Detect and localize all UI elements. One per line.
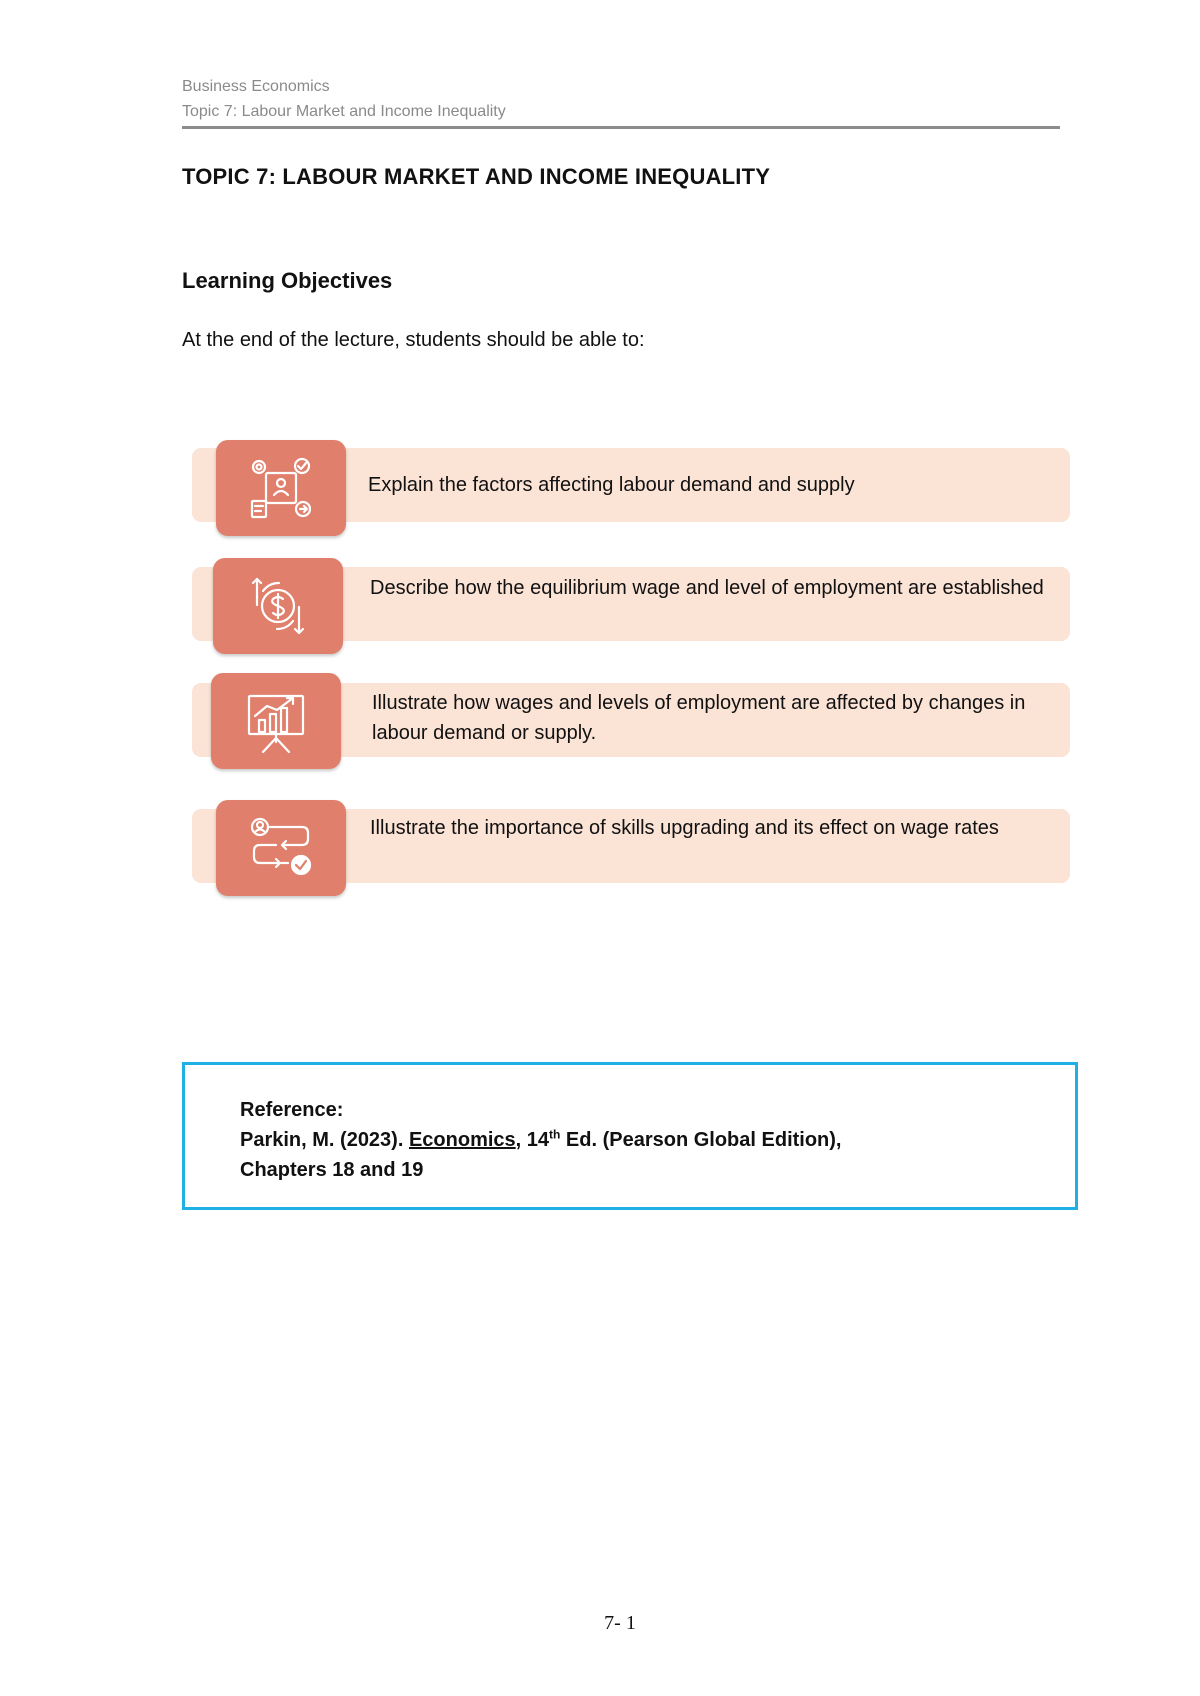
citation-author: Parkin, M. (2023).	[240, 1129, 409, 1151]
page-number: 7- 1	[604, 1612, 636, 1634]
reference-label: Reference:	[240, 1099, 344, 1121]
objective-text: Illustrate how wages and levels of employment are affected by changes in labour demand or supply.	[372, 692, 1026, 744]
objective-icon-tile	[216, 440, 346, 536]
running-header	[182, 74, 1060, 124]
header-course: Business Economics	[182, 78, 330, 95]
learning-objectives-heading: Learning Objectives	[182, 268, 393, 293]
reference-citation	[240, 1125, 842, 1155]
learning-objectives-intro: At the end of the lecture, students should be able to:	[182, 329, 645, 351]
reference-content	[240, 1095, 842, 1185]
objective-text: Describe how the equilibrium wage and level of employment are established	[370, 577, 1044, 599]
reference-box	[182, 1062, 1078, 1210]
edition-suffix: th	[549, 1127, 561, 1142]
objective-icon-tile	[211, 673, 341, 769]
edition-number: , 14	[515, 1129, 550, 1151]
reference-chapters: Chapters 18 and 19	[240, 1159, 424, 1181]
header-topic: Topic 7: Labour Market and Income Inequality	[182, 103, 506, 120]
workflow-icon	[246, 453, 316, 523]
growth-chart-icon	[241, 686, 311, 756]
page-title: TOPIC 7: LABOUR MARKET AND INCOME INEQUALITY	[182, 164, 771, 189]
header-divider	[182, 126, 1060, 129]
dollar-exchange-icon	[243, 571, 313, 641]
book-title: Economics	[408, 1129, 516, 1151]
objective-icon-tile	[213, 558, 343, 654]
objective-text: Explain the factors affecting labour demand and supply	[368, 474, 855, 496]
edition-detail: Ed. (Pearson Global Edition),	[560, 1129, 842, 1151]
objective-icon-tile	[216, 800, 346, 896]
skills-path-icon	[246, 813, 316, 883]
objective-text: Illustrate the importance of skills upgrading and its effect on wage rates	[370, 817, 999, 839]
